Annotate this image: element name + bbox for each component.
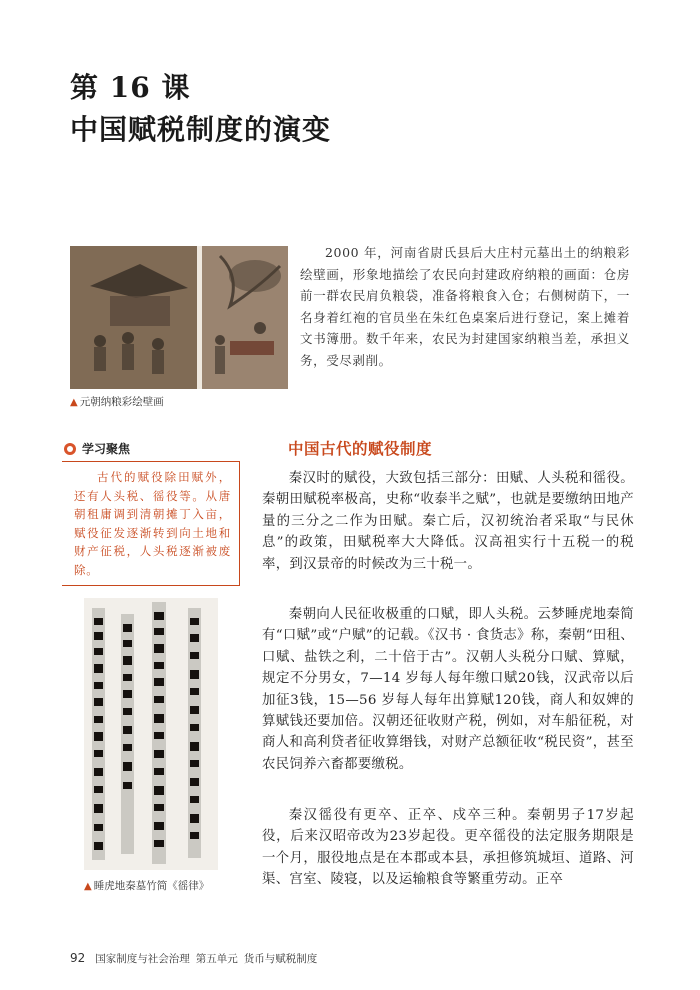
learning-focus-header: [62, 438, 240, 461]
learning-focus-heading: 学习聚焦: [82, 442, 131, 456]
body-paragraph-2: 秦朝向人民征收极重的口赋，即人头税。云梦睡虎地秦简有“口赋”或“户赋”的记载。《汉书 · 食货志》称，秦朝“田租、口赋、盐铁之利，二十倍于古”。汉朝人头税分口赋、算赋，规定不分男女，7—14 岁每人每年缴口赋20钱，汉武帝以后加征3钱，15—56 岁每人每年出算赋120钱，商人和奴婢的算赋钱还要加倍。汉朝还征收财产税，例如，对车船征税，对商人和高利贷者征收算缗钱，对财产总额征收“税民资”，甚至农民饲养六畜都要缴税。: [262, 607, 634, 772]
page-footer: [70, 951, 317, 966]
mural-image: [70, 246, 288, 389]
learning-focus-text: 古代的赋役除田赋外，还有人头税、徭役等。从唐朝租庸调到清朝摊丁入亩，赋役征发逐渐转到向土地和财产征税，人头税逐渐被废除。: [62, 461, 240, 586]
lesson-number: 第 16 课: [70, 71, 191, 104]
body-paragraph-1: 秦汉时的赋役，大致包括三部分：田赋、人头税和徭役。秦朝田赋税率极高，史称“收泰半之赋”，也就是要缴纳田地产量的三分之二作为田赋。秦亡后，汉初统治者采取“与民休息”的政策，田赋税率大大降低。汉高祖实行十五税一的税率，到汉景帝的时候改为三十税一。: [262, 471, 634, 572]
bamboo-slips-image: [84, 598, 218, 870]
bamboo-caption: ▲ 睡虎地秦墓竹简《徭律》: [84, 880, 210, 892]
body-paragraph-3: 秦汉徭役有更卒、正卒、戍卒三种。秦朝男子17岁起役，后来汉昭帝改为23岁起役。更卒徭役的法定服务期限是一个月，服役地点是在本郡或本县，承担修筑城垣、道路、河渠、宫室、陵寝，以及运输粮食等繁重劳动。正卒: [262, 808, 634, 888]
section-heading: 中国古代的赋役制度: [288, 440, 433, 458]
book-title: 国家制度与社会治理: [95, 953, 190, 965]
unit-title: 货币与赋税制度: [243, 953, 318, 965]
caption-triangle-icon: ▲: [70, 397, 78, 408]
mural-caption: ▲ 元朝纳粮彩绘壁画: [70, 396, 164, 408]
lesson-title: 中国赋税制度的演变: [70, 113, 332, 146]
caption-triangle-icon: ▲: [84, 881, 92, 892]
page-number: 92: [70, 951, 86, 965]
unit-label: 第五单元: [195, 953, 238, 965]
intro-paragraph: 2000 年，河南省尉氏县后大庄村元墓出土的纳粮彩绘壁画，形象地描绘了农民向封建政府纳粮的画面：仓房前一群农民肩负粮袋，准备将粮食入仓；右侧树荫下，一名身着红袍的官员坐在朱红色桌案后进行登记，案上摊着文书簿册。数千年来，农民为封建国家纳粮当差，承担义务，受尽剥削。: [300, 245, 630, 368]
focus-icon: [64, 443, 76, 455]
learning-focus-box: [62, 438, 240, 586]
